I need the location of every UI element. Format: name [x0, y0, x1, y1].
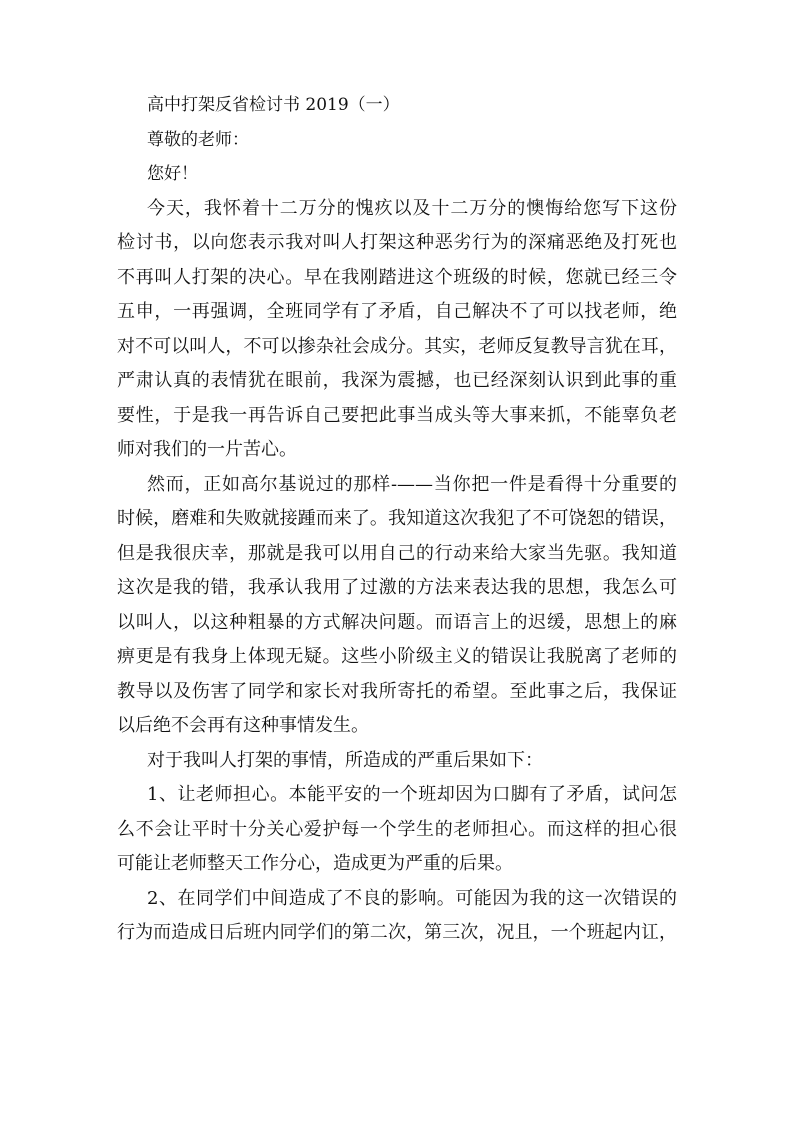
paragraph-line: 可能让老师整天工作分心，造成更为严重的后果。: [117, 853, 513, 874]
paragraph-line: 要性，于是我一再告诉自己要把此事当成头等大事来抓，不能辜负老: [117, 404, 677, 426]
document-page: [117, 88, 677, 951]
paragraph-line: 以后绝不会再有这种事情发生。: [117, 715, 369, 736]
paragraph-line: 不再叫人打架的决心。早在我刚踏进这个班级的时候，您就已经三令: [117, 266, 677, 288]
paragraph-line: 2、在同学们中间造成了不良的影响。可能因为我的这一次错误的: [147, 887, 677, 909]
paragraph-line: 么不会让平时十分关心爱护每一个学生的老师担心。而这样的担心很: [117, 818, 677, 840]
paragraph-line: 时候，磨难和失败就接踵而来了。我知道这次我犯了不可饶恕的错误，: [117, 508, 677, 529]
paragraph-line: 对不可以叫人，不可以掺杂社会成分。其实，老师反复教导言犹在耳，: [117, 335, 677, 357]
salutation: 尊敬的老师：: [147, 129, 249, 150]
paragraph-line: 行为而造成日后班内同学们的第二次，第三次，况且，一个班起内讧，: [117, 922, 677, 943]
paragraph-line: 今天，我怀着十二万分的愧疚以及十二万分的懊悔给您写下这份: [147, 197, 677, 219]
paragraph-line: 然而，正如高尔基说过的那样-——当你把一件是看得十分重要的: [147, 473, 677, 495]
greeting: 您好！: [147, 164, 198, 184]
paragraph-line: 严肃认真的表情犹在眼前，我深为震撼，也已经深刻认识到此事的重: [117, 370, 677, 391]
paragraph-line: 但是我很庆幸，那就是我可以用自己的行动来给大家当先驱。我知道: [117, 542, 677, 564]
document-title: 高中打架反省检讨书 2019（一）: [147, 95, 400, 115]
paragraph-line: 对于我叫人打架的事情，所造成的严重后果如下：: [147, 749, 543, 771]
paragraph-line: 师对我们的一片苦心。: [117, 439, 297, 460]
paragraph-line: 痹更是有我身上体现无疑。这些小阶级主义的错误让我脱离了老师的: [117, 646, 677, 667]
paragraph-line: 这次是我的错，我承认我用了过激的方法来表达我的思想，我怎么可: [117, 577, 677, 598]
paragraph-line: 检讨书，以向您表示我对叫人打架这种恶劣行为的深痛恶绝及打死也: [117, 232, 677, 253]
paragraph-line: 教导以及伤害了同学和家长对我所寄托的希望。至此事之后，我保证: [117, 680, 677, 702]
paragraph-line: 以叫人，以这种粗暴的方式解决问题。而语言上的迟缓，思想上的麻: [117, 611, 677, 633]
paragraph-line: 五申，一再强调，全班同学有了矛盾，自己解决不了可以找老师，绝: [117, 301, 677, 322]
paragraph-line: 1、让老师担心。本能平安的一个班却因为口脚有了矛盾，试问怎: [147, 784, 677, 805]
